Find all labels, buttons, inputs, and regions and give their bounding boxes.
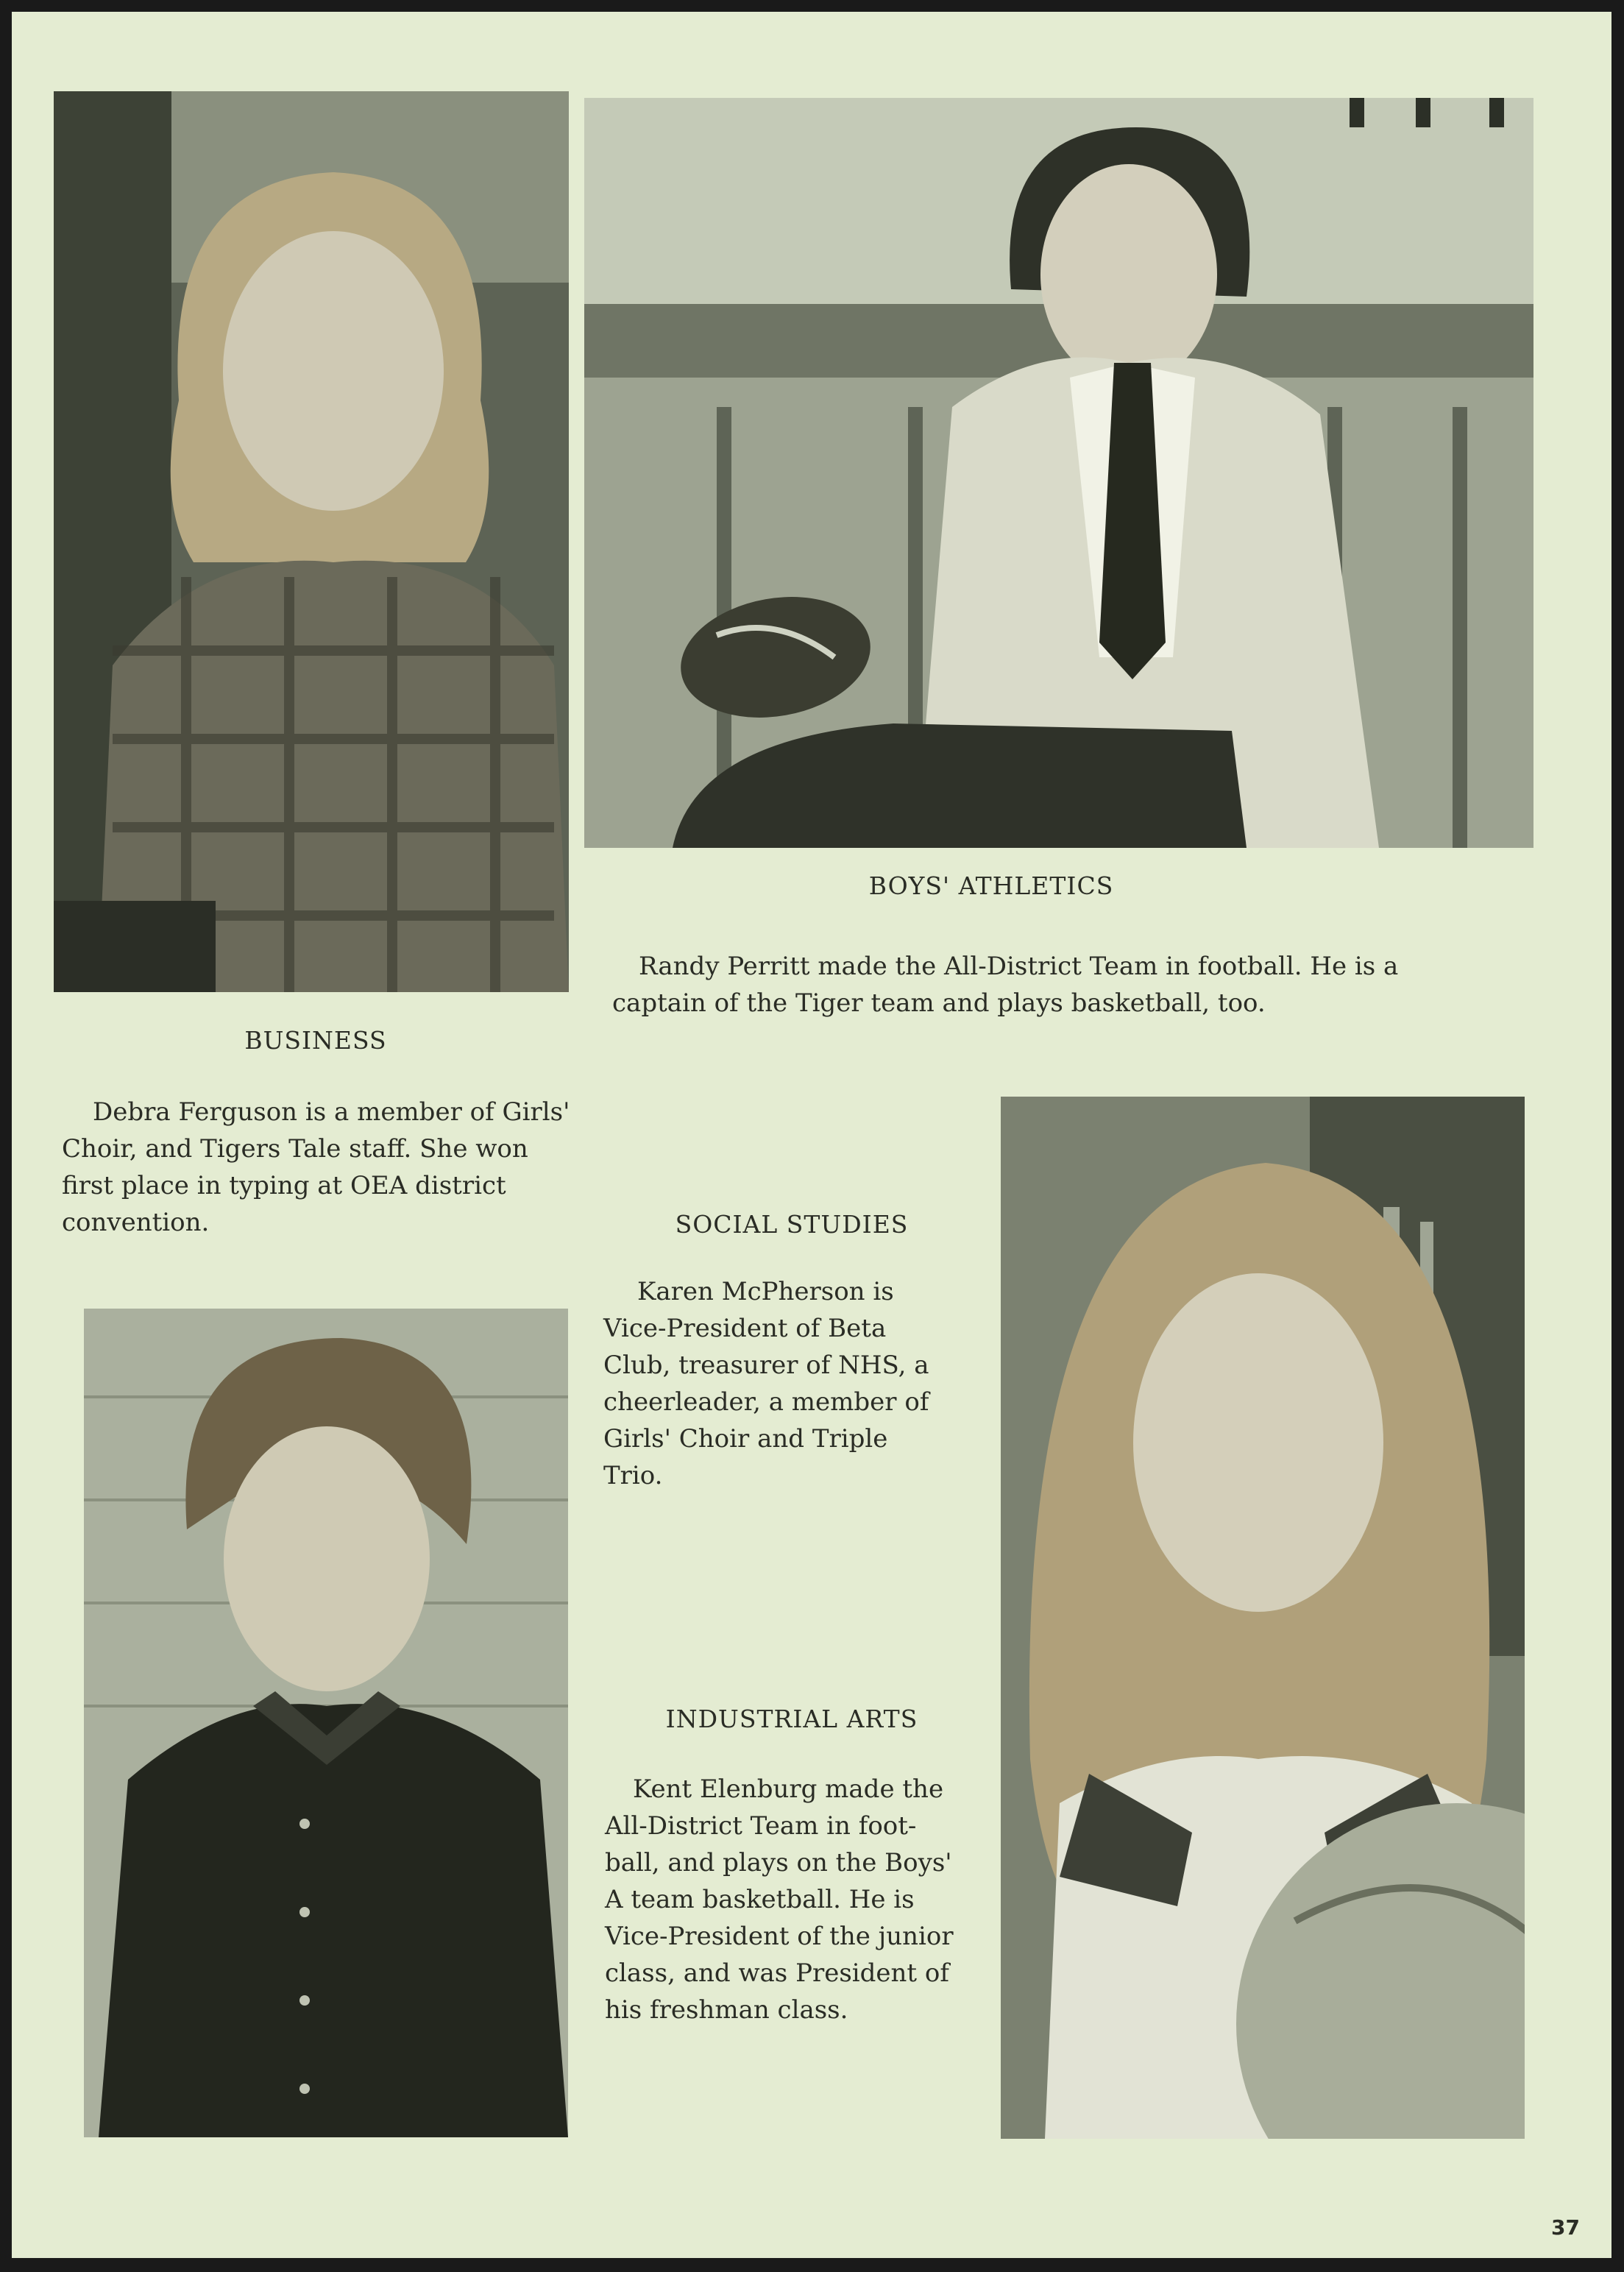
text-line: class, and was President of: [605, 1958, 949, 1988]
text-line: first place in typing at OEA district: [62, 1171, 506, 1200]
text-line: his freshman class.: [605, 1995, 848, 2025]
photo-randy-perritt: [584, 98, 1533, 848]
photo-karen-mcpherson: [1001, 1097, 1525, 2139]
text-line: Randy Perritt made the All-District Team in football. He is a: [639, 952, 1399, 981]
text-line: Trio.: [603, 1461, 663, 1490]
yearbook-page: [12, 12, 1611, 2258]
paragraph-social-studies: [603, 1273, 929, 1494]
photo-debra-ferguson: [54, 91, 569, 992]
text-line: All-District Team in foot-: [605, 1811, 917, 1841]
text-line: Club, treasurer of NHS, a: [603, 1351, 929, 1380]
paragraph-business: [62, 1094, 570, 1241]
text-line: Vice-President of the junior: [605, 1922, 954, 1951]
text-line: A team basketball. He is: [605, 1885, 915, 1914]
heading-social-studies: SOCIAL STUDIES: [675, 1210, 909, 1239]
text-line: Choir, and Tigers Tale staff. She won: [62, 1134, 528, 1164]
paragraph-boys-athletics: [612, 948, 1398, 1022]
text-line: Kent Elenburg made the: [633, 1774, 944, 1804]
page-number: 37: [1551, 2215, 1580, 2240]
paragraph-industrial-arts: [605, 1771, 954, 2028]
text-line: ball, and plays on the Boys': [605, 1848, 952, 1878]
text-line: Vice-President of Beta: [603, 1314, 887, 1343]
text-line: Karen McPherson is: [637, 1277, 894, 1306]
heading-business: BUSINESS: [244, 1026, 387, 1055]
text-line: Debra Ferguson is a member of Girls': [93, 1097, 570, 1127]
text-line: captain of the Tiger team and plays basketball, too.: [612, 988, 1266, 1018]
photo-kent-elenburg: [84, 1309, 568, 2137]
heading-industrial-arts: INDUSTRIAL ARTS: [665, 1705, 918, 1733]
text-line: cheerleader, a member of: [603, 1387, 929, 1417]
text-line: convention.: [62, 1208, 210, 1237]
heading-boys-athletics: BOYS' ATHLETICS: [868, 871, 1114, 900]
text-line: Girls' Choir and Triple: [603, 1424, 888, 1454]
